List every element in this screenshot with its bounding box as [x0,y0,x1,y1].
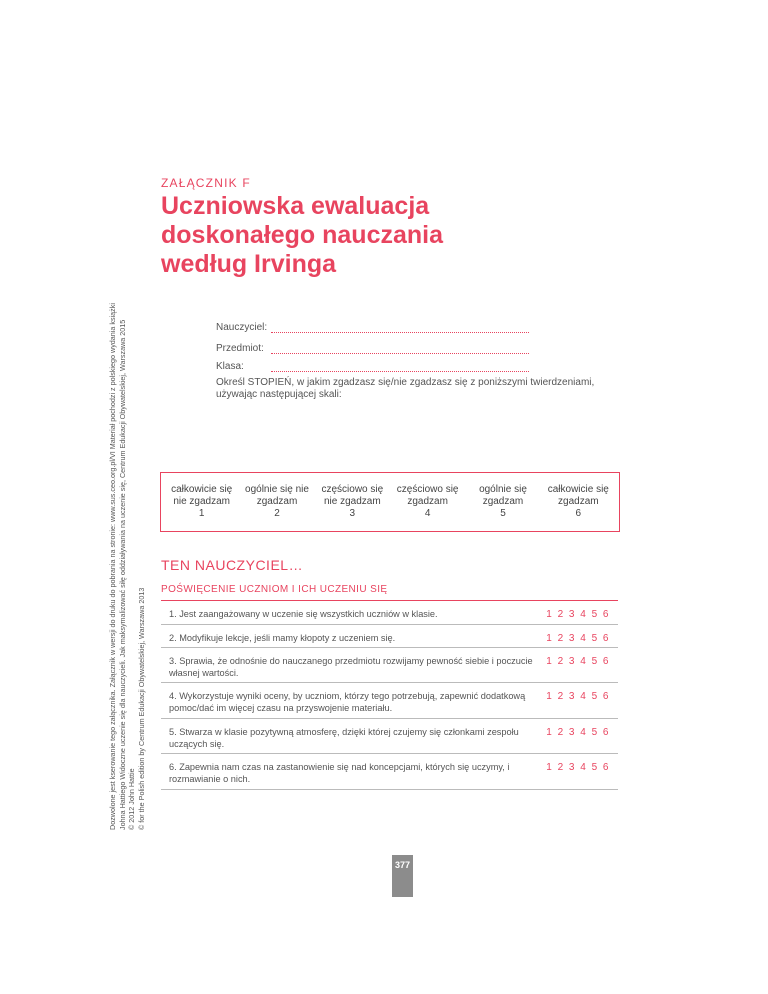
scale-label: całkowicie się zgadzam [547,484,609,507]
copyright-note [108,190,146,830]
scale-value: 3 [349,508,356,519]
class-field [216,361,244,372]
scale-value: 4 [424,508,431,519]
page-number-tab [392,855,413,897]
page-number: 377 [394,860,411,870]
statement-row [161,648,618,683]
scale-label: całkowicie się nie zgadzam [171,484,233,507]
subject-input-line[interactable] [271,353,529,354]
rating-options[interactable]: 1 2 3 4 5 6 [546,691,610,702]
statement-row [161,683,618,719]
statement-text: 1. Jest zaangażowany w uczenie się wszystkich uczniów w klasie. [169,609,438,619]
copyright-line: © 2012 John Hattie [127,768,137,830]
rating-options[interactable]: 1 2 3 4 5 6 [546,609,610,620]
copyright-line: Johna Hattiego Widoczne uczenie się dla nauczycieli. Jak maksymalizować siłę oddziaływania na uczenie się, Centrum Edukacji Obywatelskiej, Warszawa 2015 [117,319,127,830]
subject-field [216,343,264,354]
rating-options[interactable]: 1 2 3 4 5 6 [546,656,610,667]
subject-label: Przedmiot: [216,343,264,354]
scale-value: 1 [198,508,205,519]
copyright-line: Dozwolone jest kserowanie tego załącznika. Załącznik w wersji do druku do pobrania na stronie: www.sus.ceo.org.pl/VI Materiał pochodzi z polskiego wydania książki [108,303,117,830]
statement-text: 2. Modyfikuje lekcje, jeśli mamy kłopoty z uczeniem się. [169,633,396,643]
page-title: Uczniowska ewaluacja doskonałego nauczania według Irvinga [161,192,444,278]
class-input-line[interactable] [271,371,529,372]
instructions: Określ STOPIEŃ, w jakim zgadzasz się/nie zgadzasz się z poniższymi twierdzeniami, używając następującej skali: [216,377,595,400]
section-heading: TEN NAUCZYCIEL… [161,557,304,573]
statement-text: 4. Wykorzystuje wyniki oceny, by uczniom, którzy tego potrzebują, zapewnić dodatkową pomoc/dać im więcej czasu na przyswojenie materiału. [169,691,526,713]
class-label: Klasa: [216,361,244,372]
statement-row [161,625,618,648]
scale-label: częściowo się zgadzam [396,484,459,507]
scale-item [164,484,239,531]
teacher-field [216,322,267,333]
appendix-label: ZAŁĄCZNIK F [161,176,251,190]
scale-item [239,484,314,531]
statement-text: 5. Stwarza w klasie pozytywną atmosferę, dzięki której czujemy się członkami zespołu uczących się. [169,727,519,749]
scale-item [315,484,390,531]
statement-list [161,601,618,790]
scale-value: 6 [575,508,582,519]
scale-label: ogólnie się zgadzam [479,484,527,507]
rating-options[interactable]: 1 2 3 4 5 6 [546,727,610,738]
statement-row [161,719,618,754]
statement-text: 3. Sprawia, że odnośnie do nauczanego przedmiotu rozwijamy pewność siebie i poczucie własnej wartości. [169,656,533,678]
statement-row [161,601,618,625]
scale-item [465,484,540,531]
scale-value: 5 [500,508,506,519]
scale-item [541,484,616,531]
scale-label: ogólnie się nie zgadzam [245,484,309,507]
copyright-line: © for the Polish edition by Centrum Edukacji Obywatelskiej, Warszawa 2013 [136,587,146,830]
scale-item [390,484,465,531]
teacher-label: Nauczyciel: [216,322,268,333]
teacher-input-line[interactable] [271,332,529,333]
statement-row [161,754,618,790]
statement-text: 6. Zapewnia nam czas na zastanowienie się nad koncepcjami, których się uczymy, i rozmawianie o nich. [169,762,510,784]
rating-scale [160,472,620,532]
scale-label: częściowo się nie zgadzam [321,484,384,507]
rating-options[interactable]: 1 2 3 4 5 6 [546,762,610,773]
rating-options[interactable]: 1 2 3 4 5 6 [546,633,610,644]
scale-value: 2 [274,508,280,519]
subsection-heading: POŚWIĘCENIE UCZNIOM I ICH UCZENIU SIĘ [161,584,388,595]
